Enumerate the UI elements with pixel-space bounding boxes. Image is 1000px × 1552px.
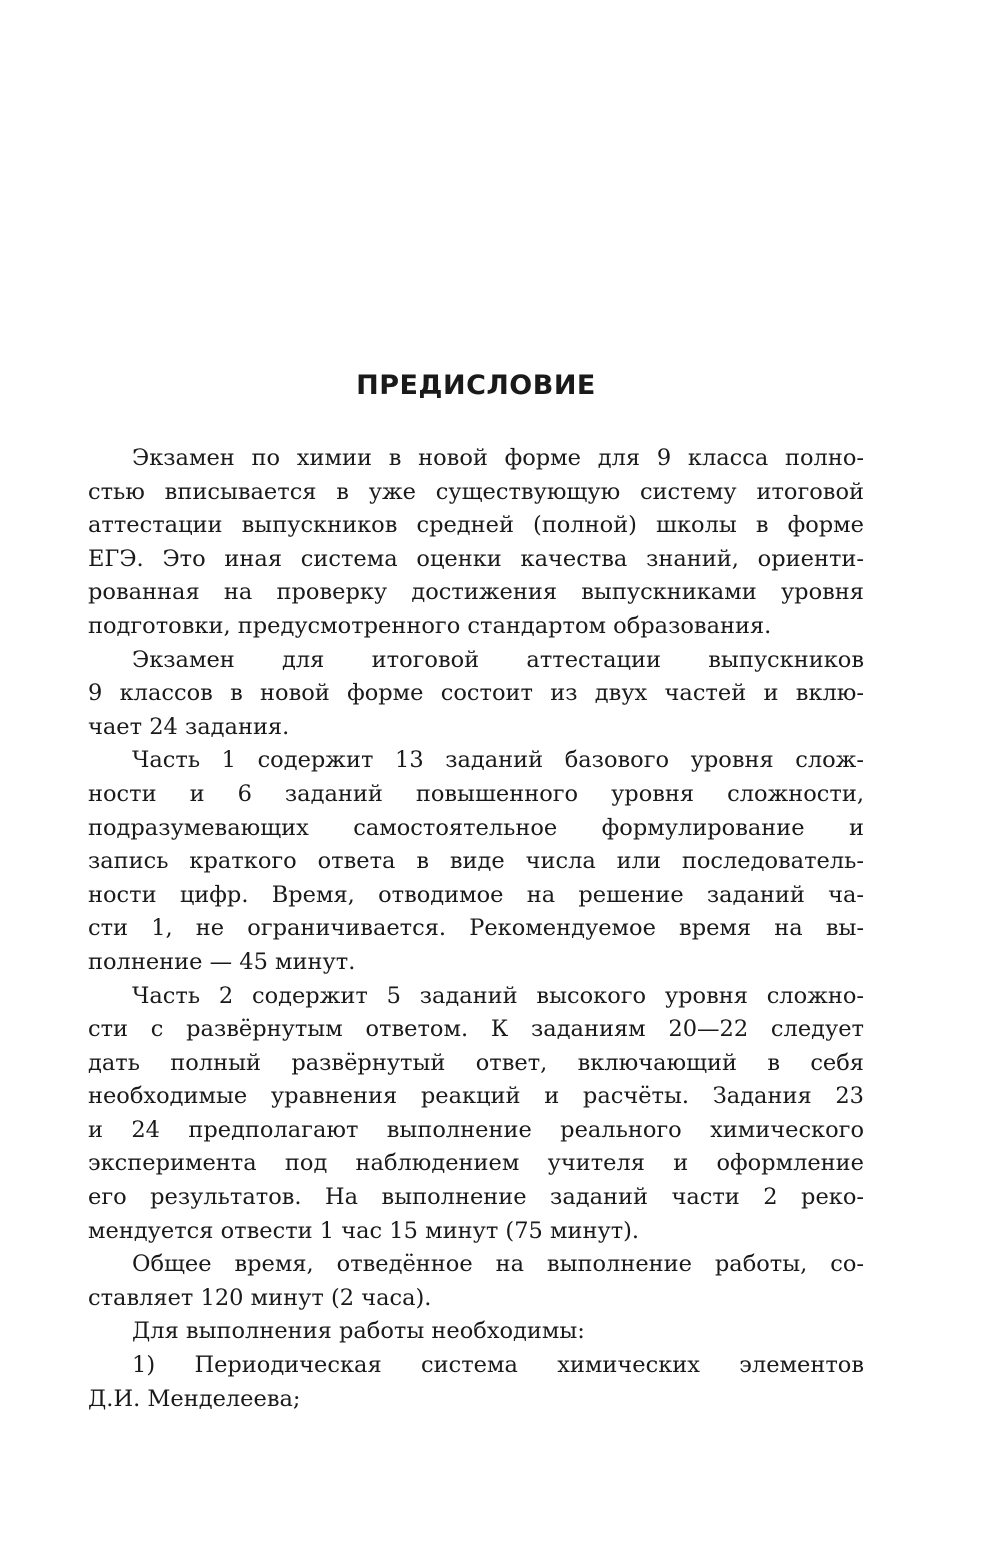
text-line: Общее время, отведённое на выполнение работы, со-	[132, 1251, 864, 1278]
paragraph	[88, 644, 864, 745]
text-line: запись краткого ответа в виде числа или последователь-	[88, 848, 864, 875]
text-line: ности цифр. Время, отводимое на решение заданий ча-	[88, 881, 864, 908]
text-line: аттестации выпускников средней (полной) школы в форме	[88, 512, 864, 539]
text-line: ставляет 120 минут (2 часа).	[88, 1284, 432, 1311]
text-line: его результатов. На выполнение заданий части 2 реко-	[88, 1184, 864, 1211]
paragraph	[88, 980, 864, 1249]
text-line: Экзамен для итоговой аттестации выпускников	[132, 646, 864, 673]
text-line: Для выполнения работы необходимы:	[132, 1318, 585, 1345]
text-line: необходимые уравнения реакций и расчёты. Задания 23	[88, 1083, 864, 1110]
text-line: сти 1, не ограничивается. Рекомендуемое время на вы-	[88, 915, 864, 942]
text-line: 9 классов в новой форме состоит из двух частей и вклю-	[88, 680, 864, 707]
paragraph	[88, 1315, 864, 1349]
text-line: ности и 6 заданий повышенного уровня сложности,	[88, 780, 864, 807]
text-line: чает 24 задания.	[88, 713, 290, 740]
text-line: полнение — 45 минут.	[88, 948, 356, 975]
text-line: дать полный развёрнутый ответ, включающий в себя	[88, 1049, 864, 1076]
text-line: Д.И. Менделеева;	[88, 1385, 301, 1412]
text-line: стью вписывается в уже существующую систему итоговой	[88, 478, 864, 505]
page-title: ПРЕДИСЛОВИЕ	[356, 370, 596, 401]
text-line: сти с развёрнутым ответом. К заданиям 20—22 следует	[88, 1016, 864, 1043]
text-line: эксперимента под наблюдением учителя и оформление	[88, 1150, 864, 1177]
text-line: подразумевающих самостоятельное формулирование и	[88, 814, 864, 841]
text-line: и 24 предполагают выполнение реального химического	[88, 1116, 864, 1143]
text-line: подготовки, предусмотренного стандартом образования.	[88, 612, 772, 639]
paragraph	[88, 1248, 864, 1315]
text-line: 1) Периодическая система химических элементов	[132, 1352, 864, 1379]
list-item	[88, 1349, 864, 1416]
text-line: Часть 1 содержит 13 заданий базового уровня слож-	[132, 747, 864, 774]
text-line: мендуется отвести 1 час 15 минут (75 минут).	[88, 1217, 640, 1244]
text-line: Экзамен по химии в новой форме для 9 класса полно-	[132, 445, 864, 471]
document-page	[88, 368, 864, 1416]
paragraph	[88, 442, 864, 644]
body-text	[88, 442, 864, 1416]
text-line: рованная на проверку достижения выпускниками уровня	[88, 579, 864, 606]
text-line: ЕГЭ. Это иная система оценки качества знаний, ориенти-	[88, 545, 864, 572]
text-line: Часть 2 содержит 5 заданий высокого уровня сложно-	[132, 982, 864, 1009]
paragraph	[88, 744, 864, 979]
